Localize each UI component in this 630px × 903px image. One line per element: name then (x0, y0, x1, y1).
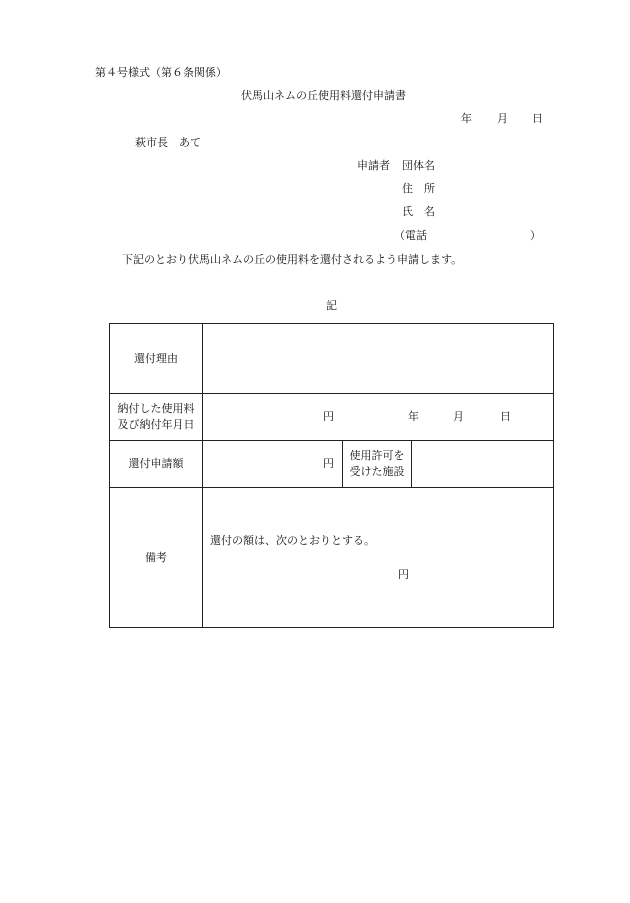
group-name-label: 団体名 (402, 159, 435, 172)
remarks-field[interactable] (203, 488, 554, 628)
form-number: 第４号様式（第６条関係） (95, 66, 227, 79)
paid-month: 月 (453, 410, 464, 423)
refund-reason-row (110, 324, 554, 394)
application-table (109, 323, 554, 628)
phone-close-paren: ） (530, 229, 541, 242)
paid-fee-yen: 円 (323, 410, 334, 423)
date-year-label: 年 (461, 112, 472, 125)
refund-amount-field[interactable] (203, 441, 343, 488)
paid-fee-label-line1: 納付した使用料 (117, 402, 195, 415)
refund-reason-field[interactable] (203, 324, 554, 394)
refund-reason-label: 還付理由 (134, 351, 178, 365)
paid-fee-label-cell (110, 394, 203, 441)
address-label: 住 所 (402, 182, 435, 195)
remarks-text: 還付の額は、次のとおりとする。 (210, 534, 375, 547)
paid-day: 日 (500, 410, 511, 423)
phone-label: （電話 (394, 229, 427, 242)
remarks-yen: 円 (398, 568, 409, 581)
paid-fee-label-line2: 及び納付年月日 (117, 418, 195, 431)
remarks-label: 備考 (145, 550, 167, 564)
addressee: 萩市長 あて (135, 136, 201, 149)
application-statement: 下記のとおり伏馬山ネムの丘の使用料を還付されるよう申請します。 (122, 253, 463, 266)
facility-label-line1: 使用許可を (349, 449, 405, 462)
form-title: 伏馬山ネムの丘使用料還付申請書 (241, 89, 406, 102)
refund-amount-row (110, 441, 554, 488)
refund-amount-label-cell (110, 441, 203, 488)
facility-label-cell (343, 441, 412, 488)
refund-reason-label-cell (110, 324, 203, 394)
facility-label-line2: 受けた施設 (349, 465, 405, 478)
date-day-label: 日 (532, 112, 543, 125)
remarks-label-cell (110, 488, 203, 628)
applicant-label: 申請者 (357, 159, 390, 172)
remarks-row (110, 488, 554, 628)
ki-heading: 記 (326, 299, 337, 312)
refund-amount-label: 還付申請額 (128, 457, 184, 470)
paid-year: 年 (408, 410, 419, 423)
facility-field[interactable] (412, 441, 554, 488)
refund-amount-yen: 円 (323, 457, 334, 470)
paid-fee-field[interactable] (203, 394, 554, 441)
paid-fee-row (110, 394, 554, 441)
date-month-label: 月 (497, 112, 508, 125)
name-label: 氏 名 (402, 205, 435, 218)
